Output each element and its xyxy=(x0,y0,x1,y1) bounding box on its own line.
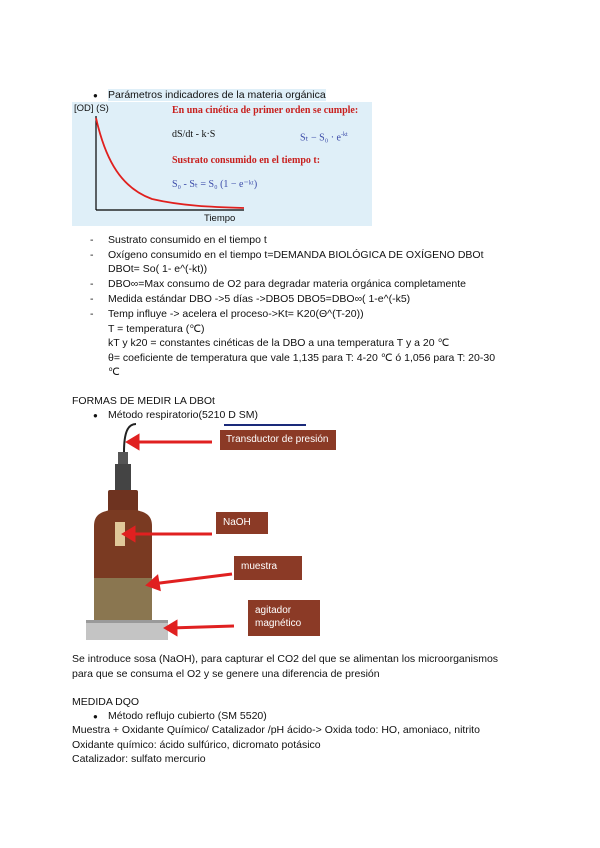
bullet-parametros xyxy=(108,88,326,102)
dash-item-5: - Temp influye -> acelera el proceso->Kt= K20(Θ^(T-20)) xyxy=(108,307,364,321)
bullet-respirometric: ● Método respiratorio(5210 D SM) xyxy=(108,408,258,422)
kinetics-figure xyxy=(72,102,372,226)
x-axis-label: Tiempo xyxy=(204,213,236,224)
dash-item-2: - Oxígeno consumido en el tiempo t=DEMANDA BIOLÓGICA DE OXÍGENO DBOt xyxy=(108,248,484,262)
respirometer-paragraph-1: Se introduce sosa (NaOH), para capturar el CO2 del que se alimentan los microorganismos xyxy=(72,653,499,665)
dqo-line-1: Muestra + Oxidante Químico/ Catalizador /pH ácido-> Oxida todo: HO, amoniaco, nitrito xyxy=(72,724,480,736)
dbot-formula: DBOt= So( 1- e^(-kt)) xyxy=(108,263,208,275)
eq1-right xyxy=(300,128,348,145)
dqo-line-3: Catalizador: sulfato mercurio xyxy=(72,753,206,765)
label-transducer: Transductor de presión xyxy=(220,430,336,450)
dash-item-4: - Medida estándar DBO ->5 días ->DBO5 DBO5=DBO∞( 1-e^(-k5) xyxy=(108,292,410,306)
dash-item-1: - Sustrato consumido en el tiempo t xyxy=(108,233,267,247)
label-naoh: NaOH xyxy=(216,512,268,534)
temp-line-2: kT y k20 = constantes cinéticas de la DBO a una temperatura T y a 20 ℃ xyxy=(108,337,450,349)
label-sample: muestra xyxy=(234,556,302,580)
respirometer-diagram xyxy=(84,422,354,644)
respirometer-paragraph-2: para que se consuma el O2 y se genere una diferencia de presión xyxy=(72,668,380,680)
temp-line-4: ℃ xyxy=(108,366,120,378)
bullet-parametros-text: Parámetros indicadores de la materia orgánica xyxy=(108,89,326,101)
kinetics-heading: En una cinética de primer orden se cumple: xyxy=(172,105,359,116)
temp-line-1: T = temperatura (℃) xyxy=(108,323,205,335)
consumed-heading: Sustrato consumido en el tiempo t: xyxy=(172,155,321,166)
section-heading-dqo: MEDIDA DQO xyxy=(72,696,140,708)
eq1-exponent: -kt xyxy=(340,132,348,138)
section-heading-dbot: FORMAS DE MEDIR LA DBOt xyxy=(72,395,215,407)
y-axis-label: [OD] (S) xyxy=(74,103,109,114)
bullet-reflux: ● Método reflujo cubierto (SM 5520) xyxy=(108,709,267,723)
eq2: S₀ - Sₜ = S₀ (1 − e⁻ᵏᵗ) xyxy=(172,179,258,190)
label-stirrer: agitador magnético xyxy=(248,600,320,636)
eq1-left: dS/dt - k·S xyxy=(172,129,216,140)
dqo-line-2: Oxidante químico: ácido sulfúrico, dicromato potásico xyxy=(72,739,321,751)
temp-line-3: θ= coeficiente de temperatura que vale 1,135 para T: 4-20 ℃ ó 1,056 para T: 20-30 xyxy=(108,352,496,364)
eq1-right-main: Sₜ − S₀ · e xyxy=(300,132,341,144)
dash-item-3: - DBO∞=Max consumo de O2 para degradar materia orgánica completamente xyxy=(108,277,466,291)
